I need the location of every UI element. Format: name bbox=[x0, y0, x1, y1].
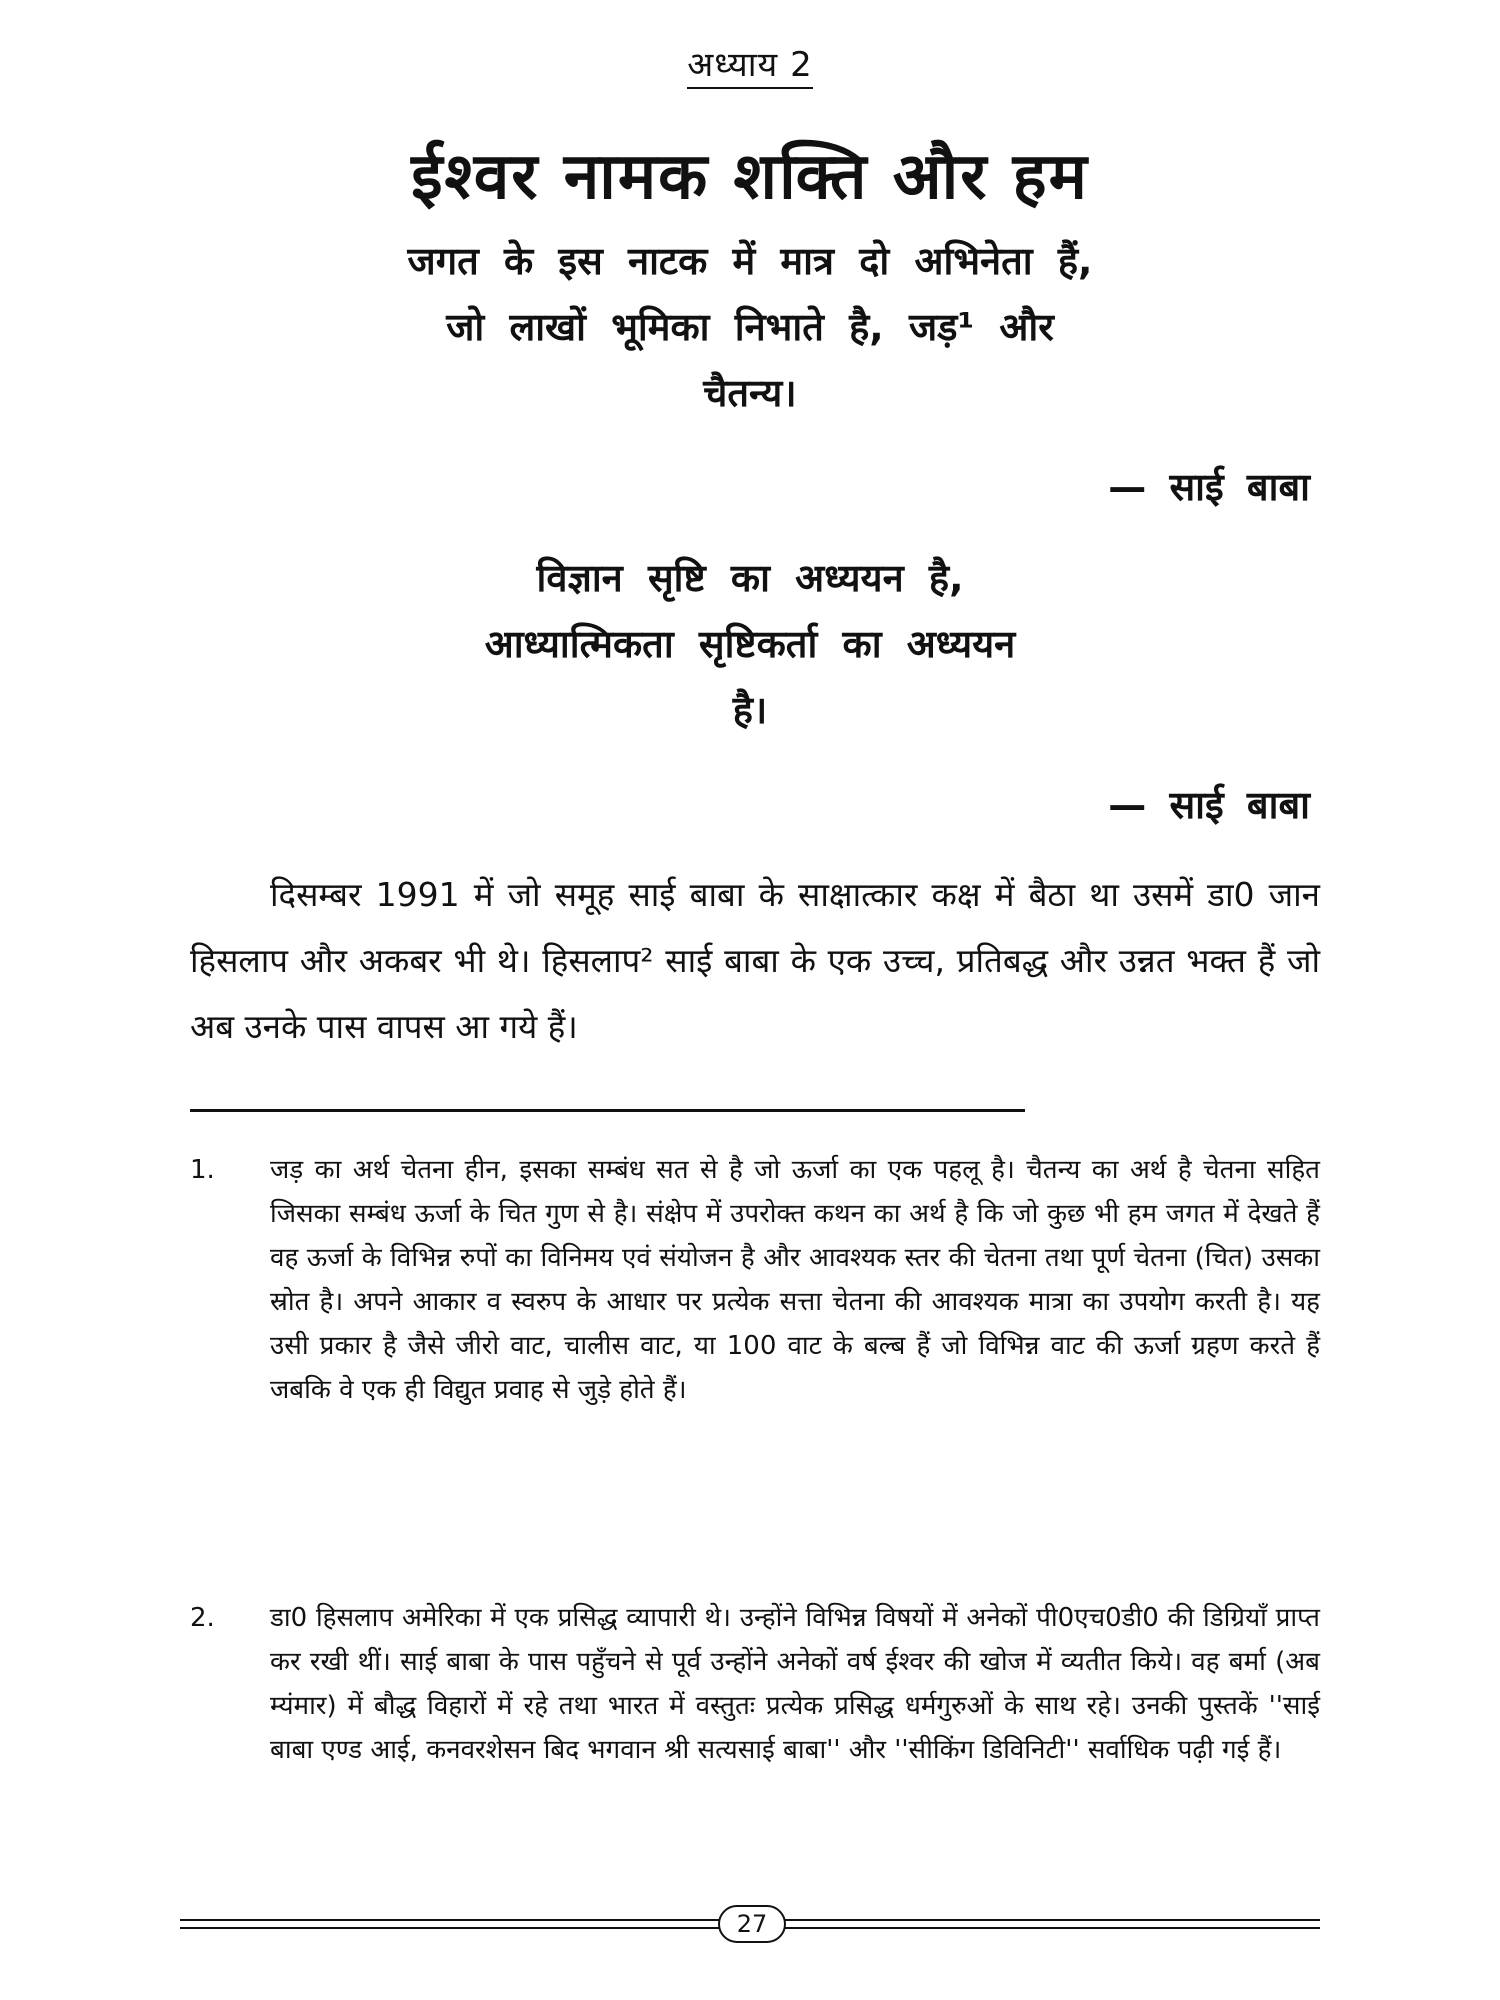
quote-line: विज्ञान सृष्टि का अध्ययन है, bbox=[536, 556, 964, 600]
quote-attribution-1: — साई बाबा bbox=[1108, 465, 1310, 509]
quote-line: जगत के इस नाटक में मात्र दो अभिनेता हैं, bbox=[407, 239, 1093, 283]
quote-line: जो लाखों भूमिका निभाते है, जड़¹ और bbox=[446, 305, 1054, 349]
epigraph-quote-2 bbox=[330, 545, 1170, 743]
chapter-label bbox=[0, 40, 1500, 86]
quote-line: आध्यात्मिकता सृष्टिकर्ता का अध्ययन bbox=[484, 622, 1016, 666]
quote-line: है। bbox=[732, 688, 768, 732]
footnote-1 bbox=[190, 1148, 1320, 1412]
quote-attribution-2: — साई बाबा bbox=[1108, 783, 1310, 827]
quote-line: चैतन्य। bbox=[703, 371, 797, 415]
footnote-text: जड़ का अर्थ चेतना हीन, इसका सम्बंध सत से है जो ऊर्जा का एक पहलू है। चैतन्य का अर्थ है चेतना सहित जिसका सम्बंध ऊर्जा के चित गुण से है। संक्षेप में उपरोक्त कथन का अर्थ है कि जो कुछ भी हम जगत में देखते हैं वह ऊर्जा के विभिन्न रुपों का विनिमय एवं संयोजन है और आवश्यक स्तर की चेतना तथा पूर्ण चेतना (चित) उसका स्रोत है। अपने आकार व स्वरुप के आधार पर प्रत्येक सत्ता चेतना की आवश्यक मात्रा का उपयोग करती है। यह उसी प्रकार है जैसे जीरो वाट, चालीस वाट, या 100 वाट के बल्ब हैं जो विभिन्न वाट की ऊर्जा ग्रहण करते हैं जबकि वे एक ही विद्युत प्रवाह से जुड़े होते हैं। bbox=[270, 1155, 1320, 1405]
footnote-2 bbox=[190, 1596, 1320, 1772]
page-footer bbox=[180, 1905, 1320, 1941]
body-paragraph: दिसम्बर 1991 में जो समूह साई बाबा के साक्षात्कार कक्ष में बैठा था उसमें डा0 जान हिसलाप और अकबर भी थे। हिसलाप² साई बाबा के एक उच्च, प्रतिबद्ध और उन्नत भक्त हैं जो अब उनके पास वापस आ गये हैं। bbox=[190, 875, 1320, 1046]
chapter-title: ईश्वर नामक शक्ति और हम bbox=[411, 140, 1089, 214]
footnote-number: 1. bbox=[190, 1155, 215, 1185]
footnote-number: 2. bbox=[190, 1603, 215, 1633]
page-number: 27 bbox=[718, 1905, 786, 1943]
chapter-label-text: अध्याय 2 bbox=[687, 45, 812, 89]
epigraph-quote-1 bbox=[330, 228, 1170, 426]
footnote-divider bbox=[190, 1109, 1025, 1112]
footnote-text: डा0 हिसलाप अमेरिका में एक प्रसिद्ध व्यापारी थे। उन्होंने विभिन्न विषयों में अनेकों पी0एच0डी0 की डिग्रियाँ प्राप्त कर रखी थीं। साई बाबा के पास पहुँचने से पूर्व उन्होंने अनेकों वर्ष ईश्वर की खोज में व्यतीत किये। वह बर्मा (अब म्यंमार) में बौद्ध विहारों में रहे तथा भारत में वस्तुतः प्रत्येक प्रसिद्ध धर्मगुरुओं के साथ रहे। उनकी पुस्तकें ''साई बाबा एण्ड आई, कनवरशेसन बिद भगवान श्री सत्यसाई बाबा'' और ''सीकिंग डिविनिटी'' सर्वाधिक पढ़ी गई हैं। bbox=[270, 1603, 1320, 1765]
